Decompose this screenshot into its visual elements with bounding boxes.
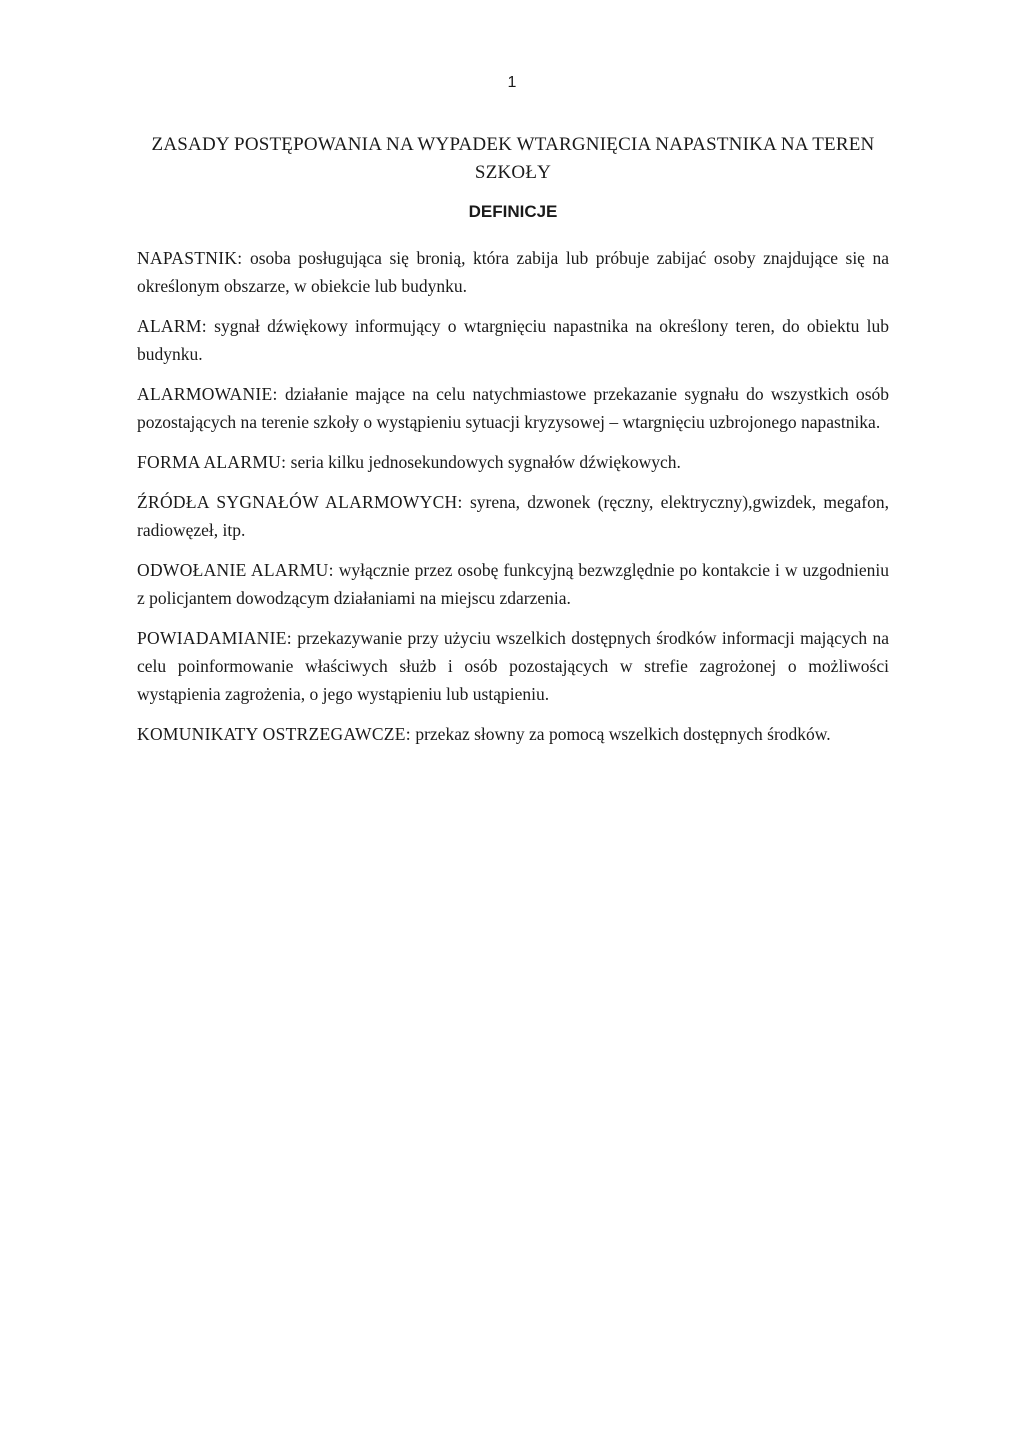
definition-text: seria kilku jednosekundowych sygnałów dźwiękowych. bbox=[290, 452, 681, 472]
definition-zrodla-sygnalow bbox=[137, 488, 889, 544]
definition-text: przekaz słowny za pomocą wszelkich dostępnych środków. bbox=[415, 724, 831, 744]
definition-term: ŹRÓDŁA SYGNAŁÓW ALARMOWYCH: bbox=[137, 492, 463, 512]
definition-text: sygnał dźwiękowy informujący o wtargnięciu napastnika na określony teren, do obiektu lub budynku. bbox=[137, 316, 890, 364]
definition-alarmowanie bbox=[137, 380, 889, 436]
definition-term: NAPASTNIK: bbox=[137, 248, 243, 268]
definition-term: ODWOŁANIE ALARMU: bbox=[137, 560, 334, 580]
definition-term: ALARM: bbox=[137, 316, 207, 336]
definition-napastnik bbox=[137, 244, 889, 300]
definition-komunikaty-ostrzegawcze bbox=[137, 720, 889, 748]
definition-powiadamianie bbox=[137, 624, 889, 708]
definitions-list bbox=[137, 244, 889, 760]
definition-term: KOMUNIKATY OSTRZEGAWCZE: bbox=[137, 724, 411, 744]
definition-text: osoba posługująca się bronią, która zabija lub próbuje zabijać osoby znajdujące się na określonym obszarze, w obiekcie lub budynku. bbox=[137, 248, 889, 296]
definition-text: wyłącznie przez osobę funkcyjną bezwzględnie po kontakcie i w uzgodnieniu z policjantem dowodzącym działaniami na miejscu zdarzenia. bbox=[137, 560, 890, 608]
document-title: ZASADY POSTĘPOWANIA NA WYPADEK WTARGNIĘCIA NAPASTNIKA NA TEREN SZKOŁY bbox=[151, 134, 875, 183]
page-number: 1 bbox=[507, 74, 517, 91]
definition-text: przekazywanie przy użyciu wszelkich dostępnych środków informacji mających na celu poinformowanie właściwych służb i osób pozostających w strefie zagrożonej o możliwości wystąpienia zagrożenia, o jego wystąpieniu lub ustąpieniu. bbox=[137, 628, 889, 704]
definition-text: działanie mające na celu natychmiastowe przekazanie sygnału do wszystkich osób pozostających na terenie szkoły o wystąpieniu sytuacji kryzysowej – wtargnięciu uzbrojonego napastnika. bbox=[137, 384, 890, 432]
section-heading: DEFINICJE bbox=[468, 202, 558, 221]
definition-term: ALARMOWANIE: bbox=[137, 384, 278, 404]
definition-forma-alarmu bbox=[137, 448, 889, 476]
definition-term: FORMA ALARMU: bbox=[137, 452, 287, 472]
definition-alarm bbox=[137, 312, 889, 368]
definition-text: syrena, dzwonek (ręczny, elektryczny),gwizdek, megafon, radiowęzeł, itp. bbox=[137, 492, 890, 540]
definition-term: POWIADAMIANIE: bbox=[137, 628, 292, 648]
definition-odwolanie-alarmu bbox=[137, 556, 889, 612]
